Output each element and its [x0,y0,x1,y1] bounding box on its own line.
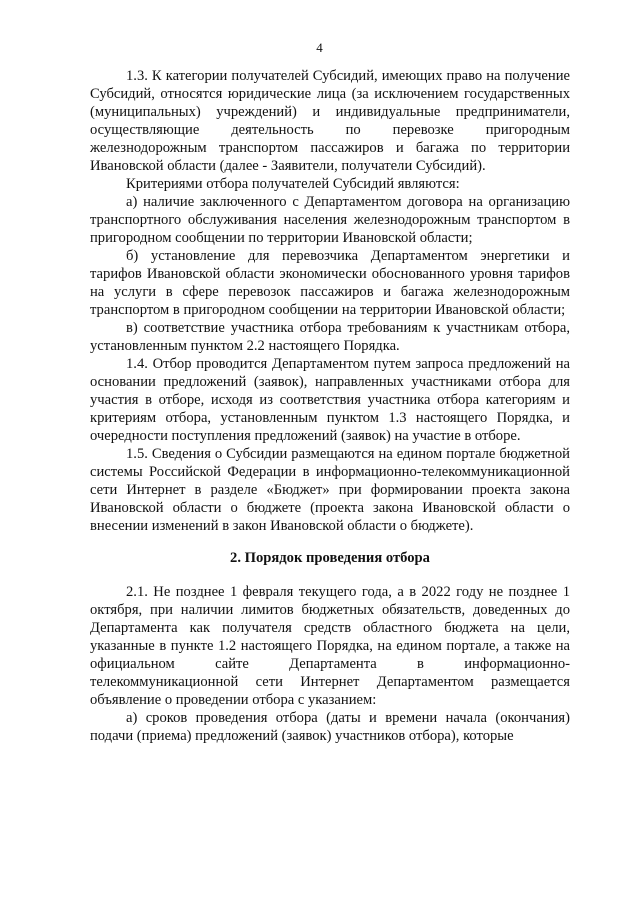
paragraph-criterion-b: б) установление для перевозчика Департаментом энергетики и тарифов Ивановской области экономически обоснованного уровня тарифов на услуги в сфере перевозок пассажиров и багажа железнодорожным транспортом в пригородном сообщении на территории Ивановской области; [90,248,570,318]
paragraph-2-1-a: а) сроков проведения отбора (даты и времени начала (окончания) подачи (приема) предложений (заявок) участников отбора), которые [90,710,570,744]
paragraph-1-3: 1.3. К категории получателей Субсидий, имеющих право на получение Субсидий, относятся юридические лица (за исключением государственных (муниципальных) учреждений) и индивидуальные предприниматели, осуществляющие деятельность по перевозке пригородным железнодорожным транспортом пассажиров и багажа по территории Ивановской области (далее - Заявители, получатели Субсидий). [90,68,570,174]
paragraph-1-5: 1.5. Сведения о Субсидии размещаются на едином портале бюджетной системы Российской Федерации в информационно-телекоммуникационной сети Интернет в разделе «Бюджет» при формировании проекта закона Ивановской области о бюджете (проекта закона Ивановской области о внесении изменений в закон Ивановской области о бюджете). [90,446,570,534]
paragraph-criterion-a: а) наличие заключенного с Департаментом договора на организацию транспортного обслуживания населения железнодорожным транспортом в пригородном сообщении по территории Ивановской области; [90,194,570,246]
paragraph-1-4: 1.4. Отбор проводится Департаментом путем запроса предложений на основании предложений (заявок), направленных участниками отбора для участия в отборе, исходя из соответствия участника отбора категориям и критериям отбора, установленным пунктом 1.3 настоящего Порядка, и очередности поступления предложений (заявок) на участие в отборе. [90,356,570,444]
paragraph-criterion-v: в) соответствие участника отбора требованиям к участникам отбора, установленным пунктом 2.2 настоящего Порядка. [90,320,570,354]
section-heading: 2. Порядок проведения отбора [230,550,430,566]
page-number: 4 [316,40,323,55]
document-body [90,67,570,745]
paragraph-2-1: 2.1. Не позднее 1 февраля текущего года, а в 2022 году не позднее 1 октября, при наличии лимитов бюджетных обязательств, доведенных до Департамента как получателя средств областного бюджета на цели, указанные в пункте 1.2 настоящего Порядка, на едином портале, а также на официальном сайте Департамента в информационно-телекоммуникационной сети Интернет Департаментом размещается объявление о проведении отбора с указанием: [90,584,570,708]
paragraph-selection-criteria: Критериями отбора получателей Субсидий являются: [126,176,460,192]
